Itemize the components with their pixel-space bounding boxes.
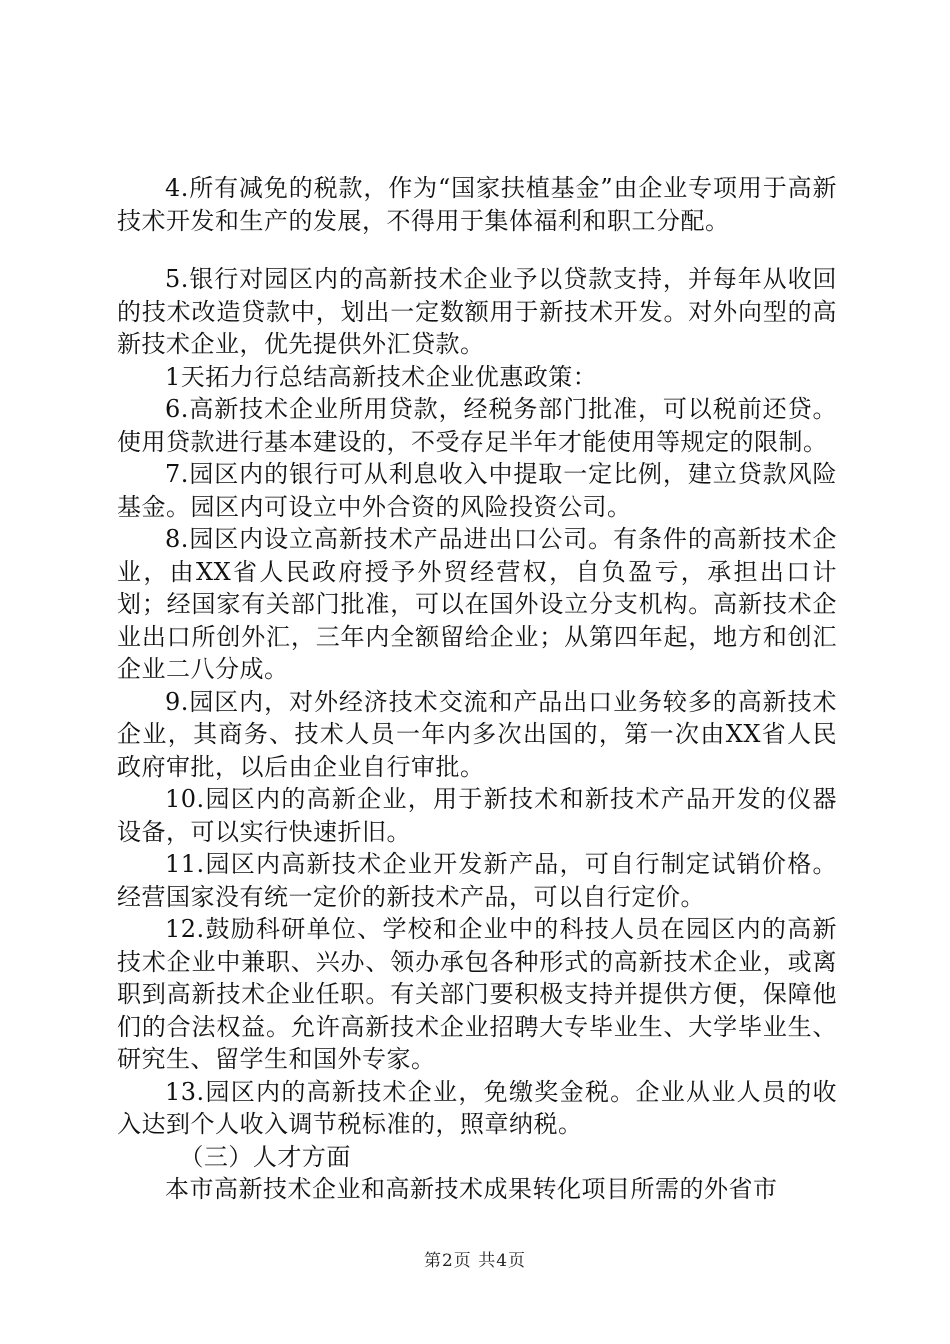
paragraph-9: 9.园区内，对外经济技术交流和产品出口业务较多的高新技术企业，其商务、技术人员一年内多次出国的，第一次由XX省人民政府审批，以后由企业自行审批。: [117, 687, 837, 781]
section-heading: （三）人才方面: [179, 1142, 351, 1171]
page-number-footer: 第2页 共4页: [423, 1251, 527, 1271]
paragraph-10: 10.园区内的高新企业，用于新技术和新技术产品开发的仪器设备，可以实行快速折旧。: [117, 785, 837, 846]
paragraph-talent: 本市高新技术企业和高新技术成果转化项目所需的外省市: [165, 1175, 778, 1203]
paragraph-summary-line: 1天拓力行总结高新技术企业优惠政策：: [165, 362, 598, 391]
paragraph-8: 8.园区内设立高新技术产品进出口公司。有条件的高新技术企业，由XX省人民政府授予外贸经营权，自负盈亏，承担出口计划；经国家有关部门批准，可以在国外设立分支机构。高新技术企业出口所创外汇，三年内全额留给企业；从第四年起，地方和创汇企业二八分成。: [117, 525, 837, 683]
paragraph-13: 13.园区内的高新技术企业，免缴奖金税。企业从业人员的收入达到个人收入调节税标准的，照章纳税。: [117, 1077, 837, 1138]
paragraph-7: 7.园区内的银行可从利息收入中提取一定比例，建立贷款风险基金。园区内可设立中外合资的风险投资公司。: [117, 460, 837, 521]
paragraph-gap: [117, 237, 837, 263]
paragraph-11: 11.园区内高新技术企业开发新产品，可自行制定试销价格。经营国家没有统一定价的新技术产品，可以自行定价。: [117, 850, 837, 911]
paragraph-6: 6.高新技术企业所用贷款，经税务部门批准，可以税前还贷。使用贷款进行基本建设的，不受存足半年才能使用等规定的限制。: [117, 395, 837, 456]
paragraph-5: 5.银行对园区内的高新技术企业予以贷款支持，并每年从收回的技术改造贷款中，划出一定数额用于新技术开发。对外向型的高新技术企业，优先提供外汇贷款。: [117, 265, 837, 358]
document-body: [117, 172, 837, 1206]
paragraph-12: 12.鼓励科研单位、学校和企业中的科技人员在园区内的高新技术企业中兼职、兴办、领办承包各种形式的高新技术企业，或离职到高新技术企业任职。有关部门要积极支持并提供方便，保障他们的合法权益。允许高新技术企业招聘大专毕业生、大学毕业生、研究生、留学生和国外专家。: [117, 915, 837, 1073]
paragraph-4: 4.所有减免的税款，作为“国家扶植基金”由企业专项用于高新技术开发和生产的发展，不得用于集体福利和职工分配。: [117, 174, 837, 235]
